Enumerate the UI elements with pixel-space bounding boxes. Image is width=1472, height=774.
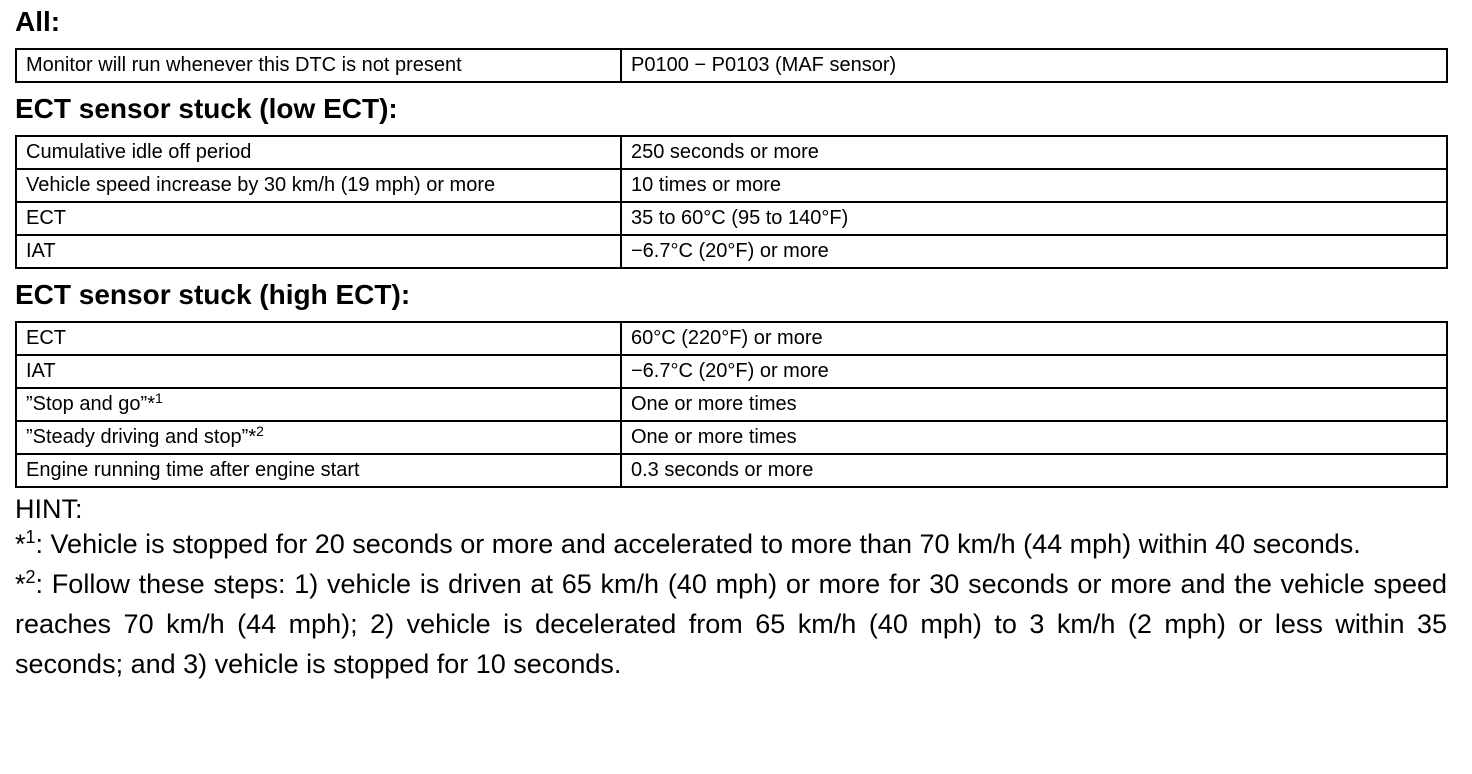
row-value: 35 to 60°C (95 to 140°F) bbox=[621, 202, 1447, 235]
table-row bbox=[16, 322, 1447, 355]
row-value: 0.3 seconds or more bbox=[621, 454, 1447, 487]
footnote-number: 2 bbox=[25, 567, 36, 587]
section-heading-low-ect: ECT sensor stuck (low ECT): bbox=[15, 93, 398, 124]
row-value: One or more times bbox=[621, 421, 1447, 454]
table-all bbox=[15, 48, 1448, 83]
row-label: Engine running time after engine start bbox=[16, 454, 621, 487]
hint-note-2 bbox=[15, 564, 1447, 684]
footnote-text: : Vehicle is stopped for 20 seconds or more and accelerated to more than 70 km/h (44 mph) within 40 seconds. bbox=[35, 529, 1361, 559]
hint-title: HINT: bbox=[15, 494, 83, 524]
row-label: ECT bbox=[16, 202, 621, 235]
table-row bbox=[16, 169, 1447, 202]
row-label: ”Stop and go”* bbox=[26, 393, 155, 415]
table-row bbox=[16, 421, 1447, 454]
section-heading-all: All: bbox=[15, 6, 61, 37]
footnote-ref: 1 bbox=[154, 390, 163, 406]
row-value: −6.7°C (20°F) or more bbox=[621, 235, 1447, 268]
row-value: 60°C (220°F) or more bbox=[621, 322, 1447, 355]
row-label-cell bbox=[16, 421, 621, 454]
row-label: Vehicle speed increase by 30 km/h (19 mph) or more bbox=[16, 169, 621, 202]
footnote-mark: * bbox=[15, 569, 26, 599]
document-page bbox=[15, 0, 1447, 684]
row-value: 10 times or more bbox=[621, 169, 1447, 202]
footnote-mark: * bbox=[15, 529, 26, 559]
row-label: ”Steady driving and stop”* bbox=[26, 426, 257, 448]
table-row bbox=[16, 355, 1447, 388]
table-low-ect bbox=[15, 135, 1448, 269]
row-label: Cumulative idle off period bbox=[16, 136, 621, 169]
table-row bbox=[16, 136, 1447, 169]
table-row bbox=[16, 49, 1447, 82]
footnote-text: : Follow these steps: 1) vehicle is driven at 65 km/h (40 mph) or more for 30 seconds or more and the vehicle speed reaches 70 km/h (44 mph); 2) vehicle is decelerated from 65 km/h (40 mph) to 3 km/h (2 mph) or less within 35 seconds; and 3) vehicle is stopped for 10 seconds. bbox=[15, 569, 1447, 679]
row-value: One or more times bbox=[621, 388, 1447, 421]
row-label: IAT bbox=[16, 235, 621, 268]
table-high-ect bbox=[15, 321, 1448, 488]
table-row bbox=[16, 235, 1447, 268]
table-row bbox=[16, 388, 1447, 421]
row-value: −6.7°C (20°F) or more bbox=[621, 355, 1447, 388]
row-label: IAT bbox=[16, 355, 621, 388]
row-label-cell bbox=[16, 388, 621, 421]
row-value: P0100 − P0103 (MAF sensor) bbox=[621, 49, 1447, 82]
row-label: ECT bbox=[16, 322, 621, 355]
section-heading-high-ect: ECT sensor stuck (high ECT): bbox=[15, 279, 411, 310]
row-value: 250 seconds or more bbox=[621, 136, 1447, 169]
row-label: Monitor will run whenever this DTC is not present bbox=[16, 49, 621, 82]
table-row bbox=[16, 454, 1447, 487]
footnote-number: 1 bbox=[25, 527, 36, 547]
table-row bbox=[16, 202, 1447, 235]
footnote-ref: 2 bbox=[256, 423, 264, 439]
hint-note-1 bbox=[15, 524, 1447, 564]
